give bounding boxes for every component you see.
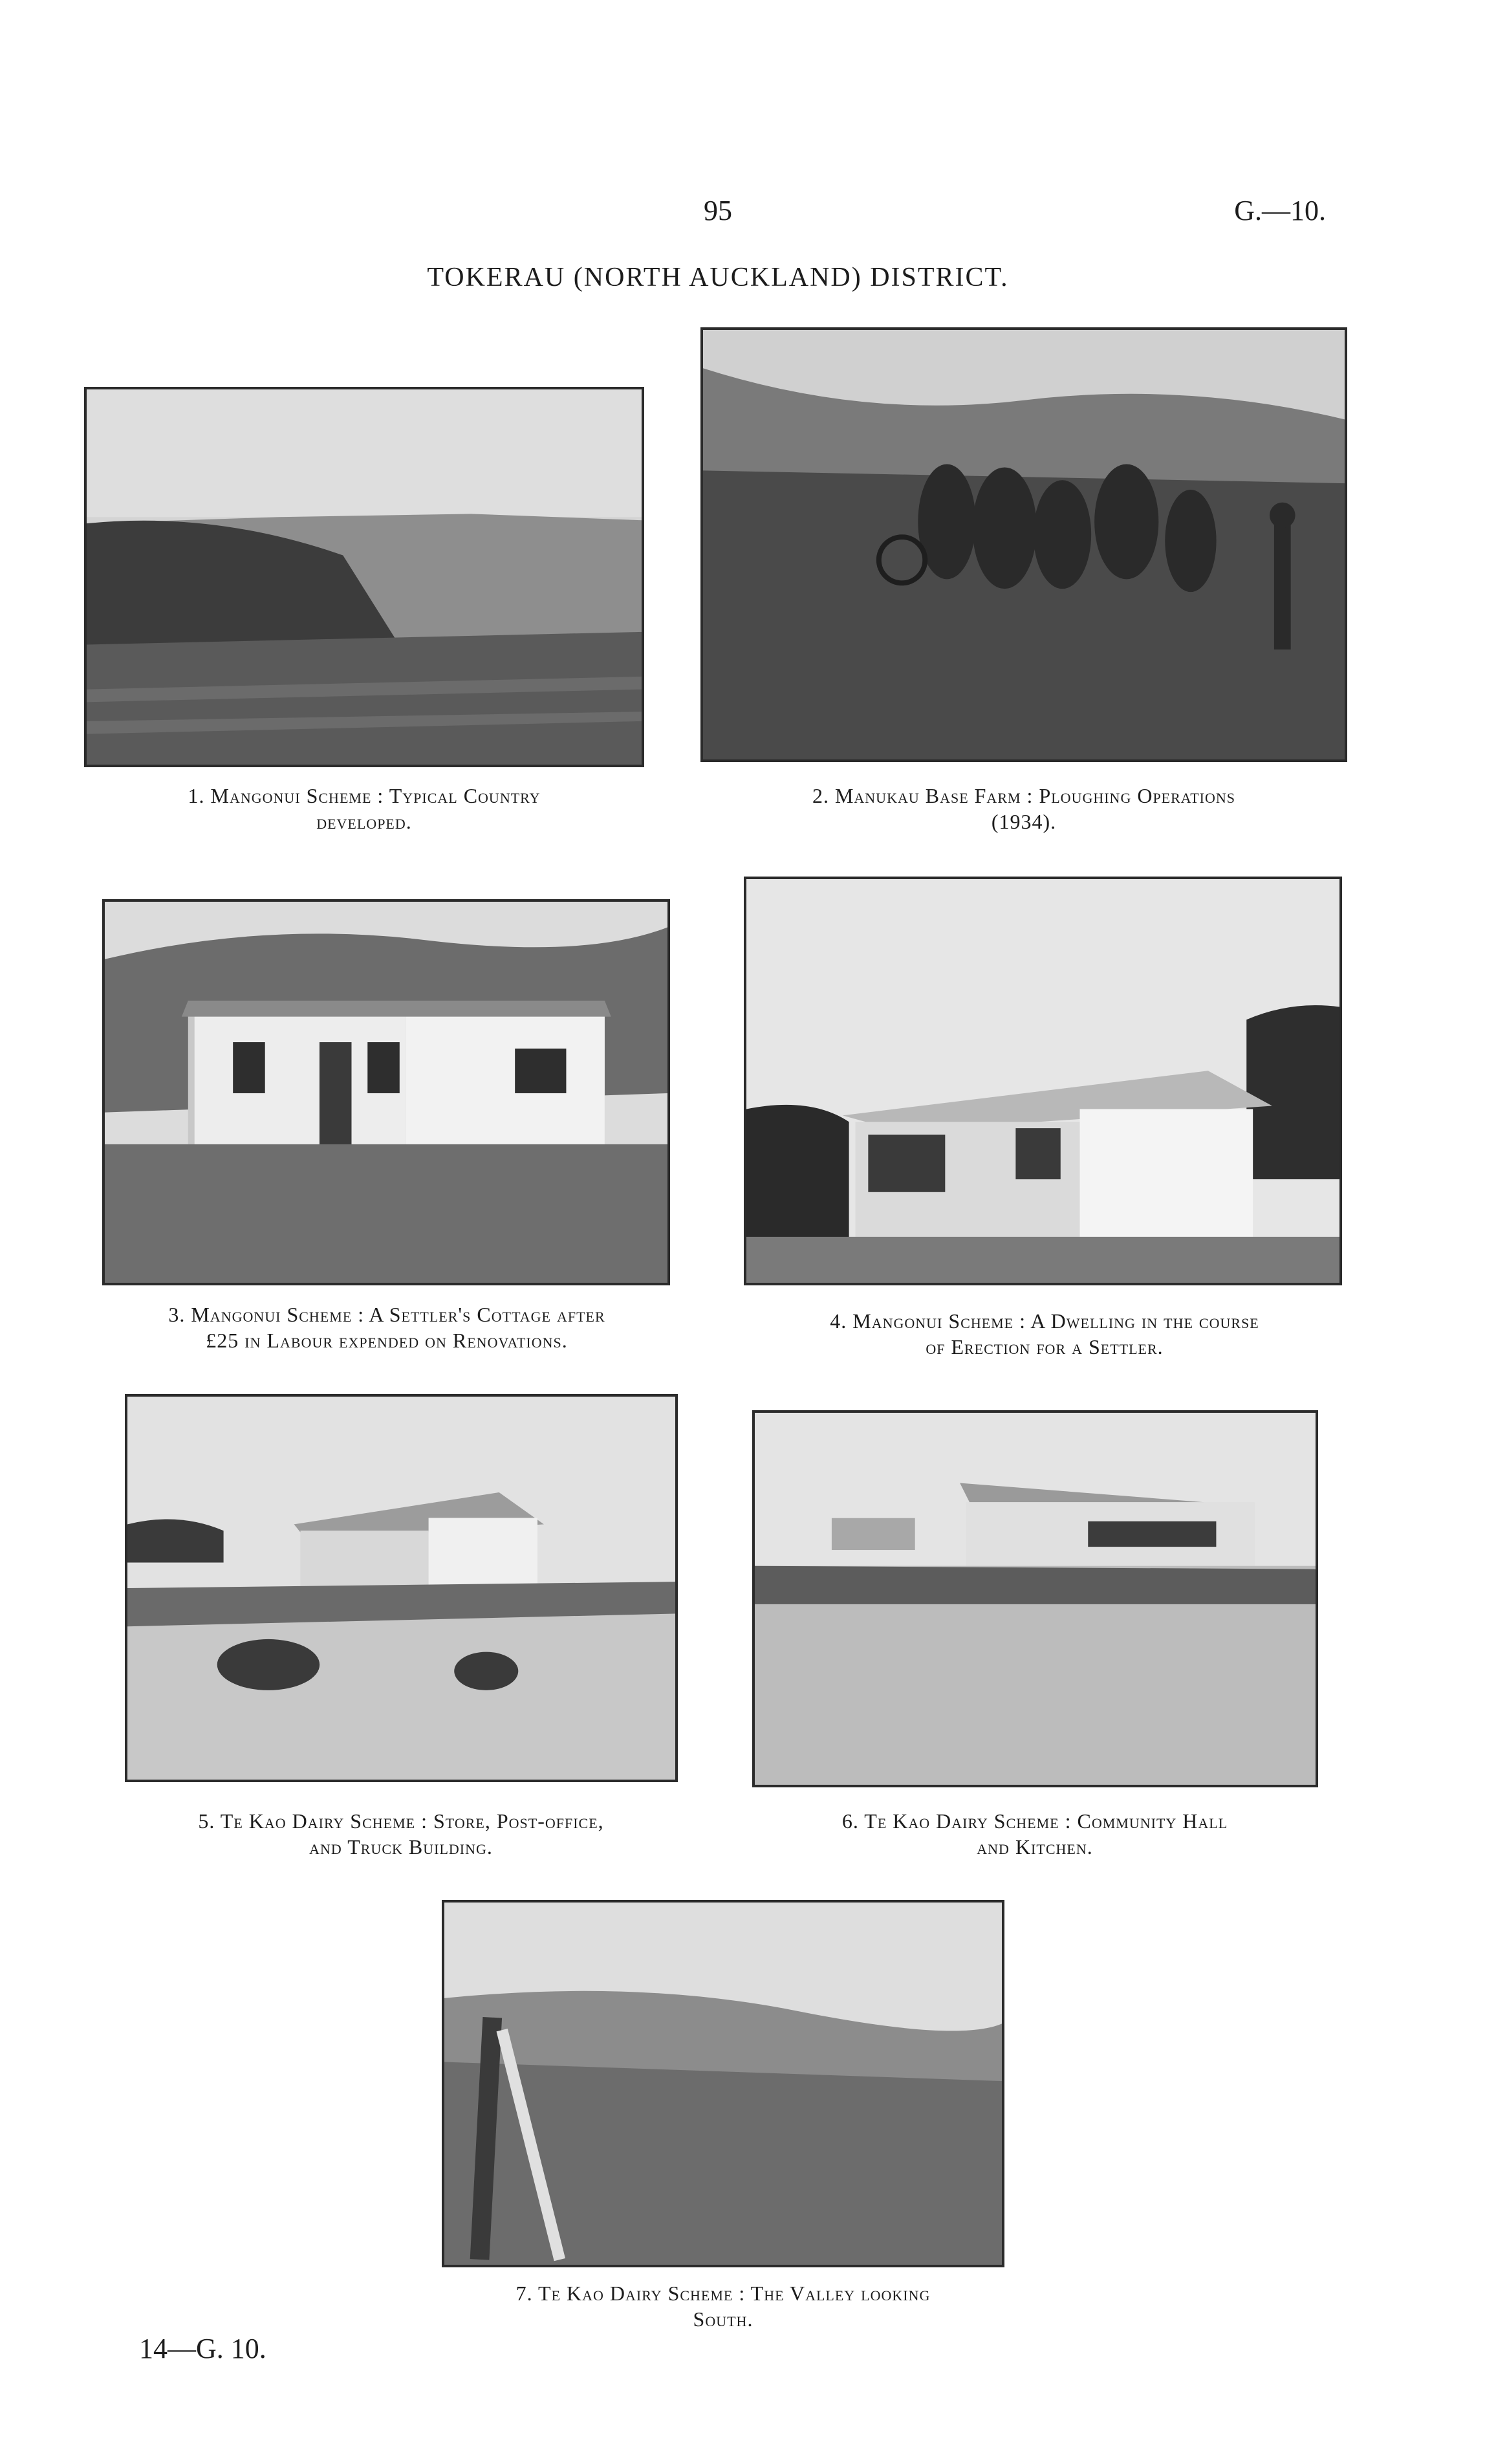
caption-line: 5. Te Kao Dairy Scheme : Store, Post-office, [198,1809,604,1833]
caption-line: South. [693,2307,753,2331]
caption-line: 4. Mangonui Scheme : A Dwelling in the course [830,1309,1259,1333]
footer-signature-code: 14—G. 10. [139,2333,266,2364]
photo-valley-south [442,1900,1004,2267]
caption-figure-5 [97,1808,705,1860]
caption-line: £25 in Labour expended on Renovations. [206,1329,568,1352]
caption-figure-2 [700,783,1347,834]
caption-figure-3 [84,1302,689,1353]
caption-figure-6 [744,1808,1326,1860]
page-number: 95 [704,195,732,226]
caption-line: (1934). [991,810,1057,833]
caption-line: 6. Te Kao Dairy Scheme : Community Hall [841,1809,1228,1833]
photo-typical-country [84,387,644,767]
photo-dwelling-erection [744,877,1342,1285]
caption-line: 2. Manukau Base Farm : Ploughing Operations [812,784,1236,807]
caption-line: 7. Te Kao Dairy Scheme : The Valley looking [515,2282,931,2305]
document-code: G.—10. [1234,195,1326,226]
caption-figure-4 [737,1308,1352,1360]
caption-line: of Erection for a Settler. [926,1335,1164,1358]
photo-ploughing-operations [700,327,1347,762]
caption-line: developed. [316,810,412,833]
photo-store-post-office [125,1394,678,1782]
photo-community-hall [752,1410,1318,1787]
caption-figure-1 [84,783,644,834]
page-title: TOKERAU (NORTH AUCKLAND) DISTRICT. [427,263,1009,292]
caption-line: and Kitchen. [977,1835,1093,1859]
photo-settlers-cottage [102,899,670,1285]
caption-line: 3. Mangonui Scheme : A Settler's Cottage after [168,1303,605,1326]
caption-line: and Truck Building. [309,1835,493,1859]
caption-line: 1. Mangonui Scheme : Typical Country [188,784,541,807]
caption-figure-7 [414,2280,1032,2332]
